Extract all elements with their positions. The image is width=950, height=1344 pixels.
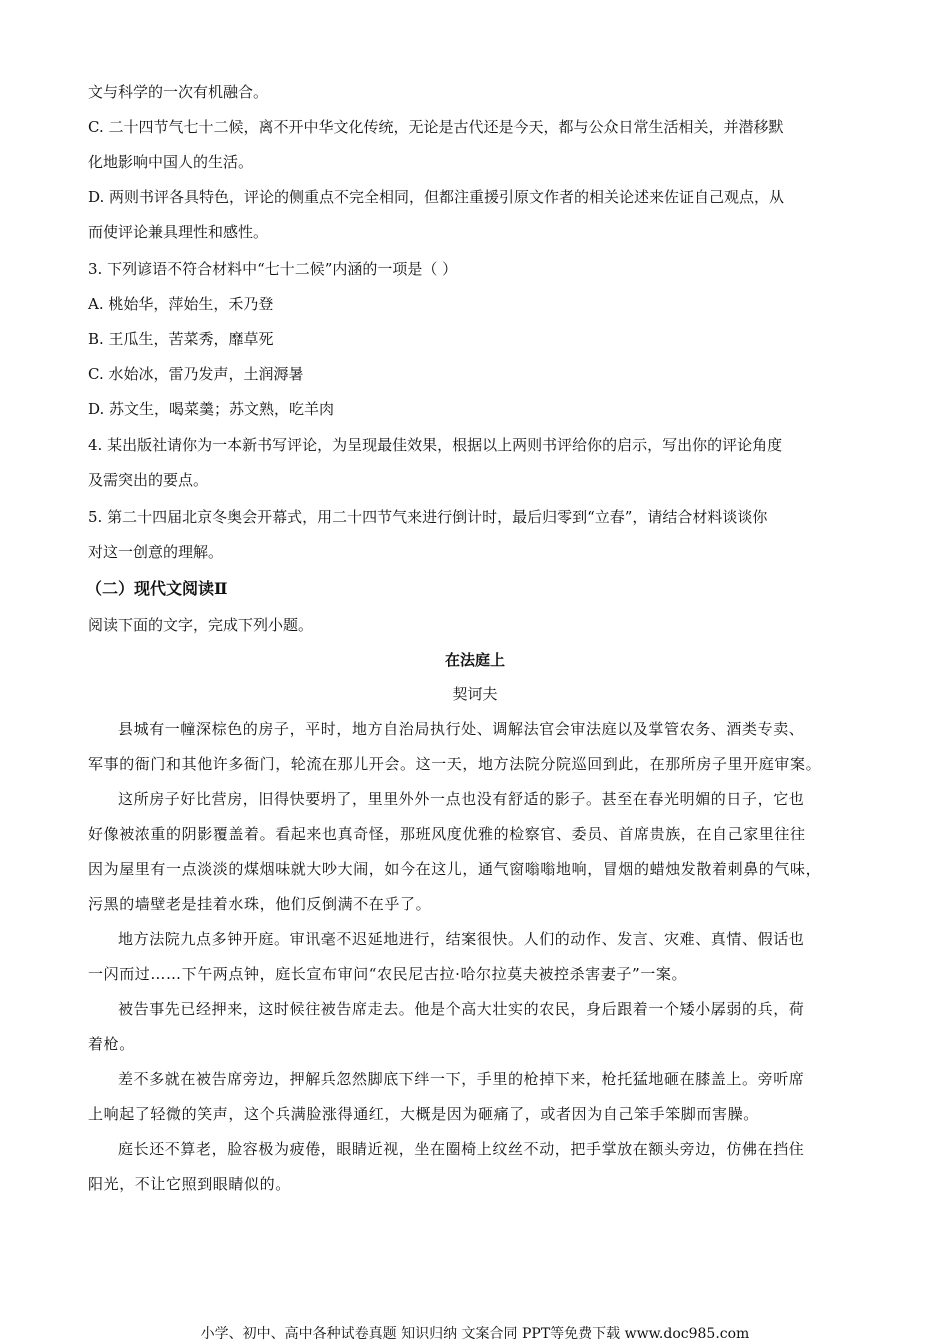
section-heading: （二）现代文阅读Ⅱ	[86, 579, 228, 598]
question-5-line-2: 对这一创意的理解。	[88, 543, 224, 561]
option-c-line-2: 化地影响中国人的生活。	[88, 153, 254, 171]
question-3-option-a: A. 桃始华，萍始生，禾乃登	[88, 295, 274, 313]
question-4-line-2: 及需突出的要点。	[88, 471, 209, 489]
page-footer[interactable]: 小学、初中、高中各种试卷真题 知识归纳 文案合同 PPT等免费下载 www.doc985.com	[200, 1326, 750, 1342]
story-line: 一闪而过……下午两点钟，庭长宣布审问“农民尼古拉·哈尔拉莫夫被控杀害妻子”一案。	[88, 965, 688, 983]
story-line: 地方法院九点多钟开庭。审讯毫不迟延地进行，结案很快。人们的动作、发言、灾难、真情、假话也	[118, 930, 805, 948]
option-c-line-1: C. 二十四节气七十二候，离不开中华文化传统，无论是古代还是今天，都与公众日常生活相关，并潜移默	[88, 118, 784, 136]
story-line: 这所房子好比营房，旧得快要坍了，里里外外一点也没有舒适的影子。甚至在春光明媚的日子，它也	[118, 790, 805, 808]
question-5-line-1: 5. 第二十四届北京冬奥会开幕式，用二十四节气来进行倒计时，最后归零到“立春”，请结合材料谈谈你	[88, 508, 768, 526]
story-line: 被告事先已经押来，这时候往被告席走去。他是个高大壮实的农民，身后跟着一个矮小孱弱的兵，荷	[118, 1000, 805, 1018]
story-line: 上响起了轻微的笑声，这个兵满脸涨得通红，大概是因为砸痛了，或者因为自己笨手笨脚而害臊。	[88, 1105, 759, 1123]
question-3-option-b: B. 王瓜生，苦菜秀，靡草死	[88, 330, 274, 348]
question-5	[88, 507, 863, 577]
question-4-line-1: 4. 某出版社请你为一本新书写评论，为呈现最佳效果，根据以上两则书评给你的启示，写出你的评论角度	[88, 436, 783, 454]
story-body	[88, 719, 863, 1209]
story-line: 污黑的墙壁老是挂着水珠，他们反倒满不在乎了。	[88, 895, 432, 913]
story-line: 着枪。	[88, 1035, 135, 1053]
option-c	[88, 117, 863, 187]
section-instruction: 阅读下面的文字，完成下列小题。	[88, 616, 314, 634]
story-line: 县城有一幢深棕色的房子，平时，地方自治局执行处、调解法官会审法庭以及掌管农务、酒类专卖、	[118, 720, 805, 738]
question-4	[88, 435, 863, 505]
option-b-continuation: 文与科学的一次有机融合。	[88, 83, 269, 101]
question-3-stem: 3. 下列谚语不符合材料中“七十二候”内涵的一项是（ ）	[88, 260, 458, 278]
story-author: 契诃夫	[452, 685, 498, 703]
story-line: 差不多就在被告席旁边，押解兵忽然脚底下绊一下，手里的枪掉下来，枪托猛地砸在膝盖上。旁听席	[118, 1070, 805, 1088]
story-line: 庭长还不算老，脸容极为疲倦，眼睛近视，坐在圈椅上纹丝不动，把手掌放在额头旁边，仿佛在挡住	[118, 1140, 805, 1158]
question-3-option-d: D. 苏文生，喝菜羹；苏文熟，吃羊肉	[88, 400, 335, 418]
story-line: 好像被浓重的阴影覆盖着。看起来也真奇怪，那班风度优雅的检察官、委员、首席贵族，在自己家里往往	[88, 825, 806, 843]
story-title: 在法庭上	[444, 651, 505, 669]
story-line: 军事的衙门和其他许多衙门，轮流在那儿开会。这一天，地方法院分院巡回到此，在那所房子里开庭审案。	[88, 755, 822, 773]
story-line: 因为屋里有一点淡淡的煤烟味就大吵大闹，如今在这儿，通气窗嗡嗡地响，冒烟的蜡烛发散着刺鼻的气味，	[88, 860, 822, 878]
option-d	[88, 187, 863, 257]
story-line: 阳光，不让它照到眼睛似的。	[88, 1175, 291, 1193]
question-3-option-c: C. 水始冰，雷乃发声，土润溽暑	[88, 365, 304, 383]
option-d-line-2: 而使评论兼具理性和感性。	[88, 223, 269, 241]
option-d-line-1: D. 两则书评各具特色，评论的侧重点不完全相同，但都注重援引原文作者的相关论述来佐证自己观点，从	[88, 188, 785, 206]
